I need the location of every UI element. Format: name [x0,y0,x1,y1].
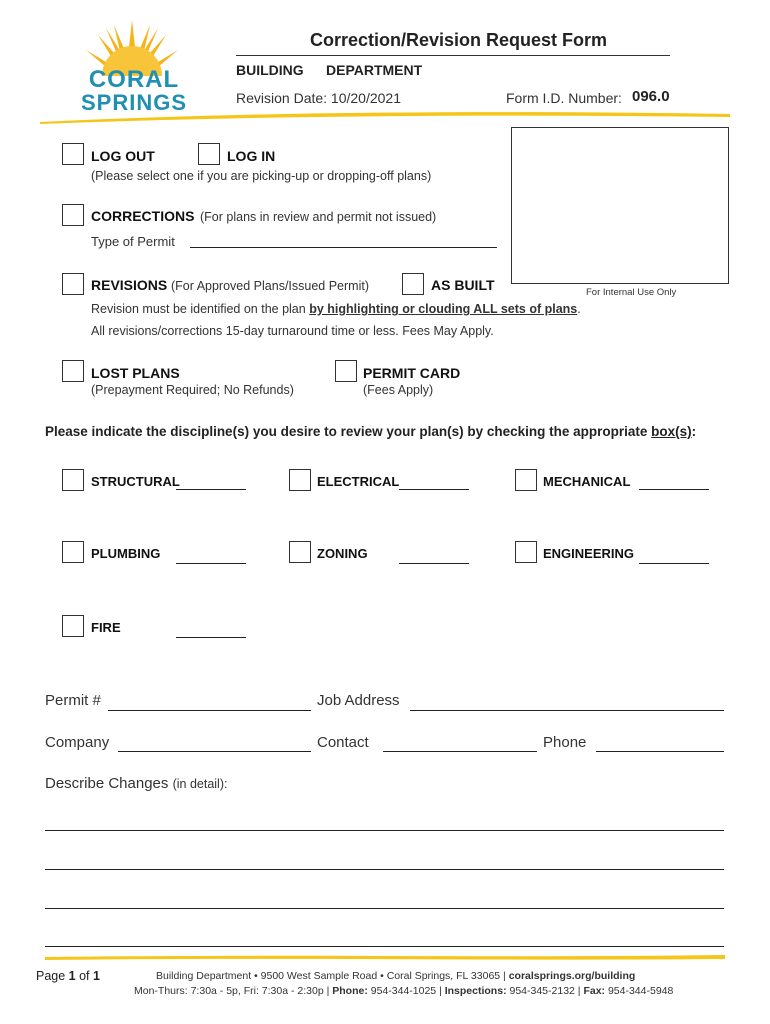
revision-identified-post: . [577,302,581,316]
company-input[interactable] [118,751,311,752]
permit-number-input[interactable] [108,710,311,711]
phone-input[interactable] [596,751,724,752]
internal-use-caption: For Internal Use Only [586,287,677,298]
page-indicator [36,969,100,983]
fire-checkbox[interactable] [62,615,84,637]
contact-input[interactable] [383,751,537,752]
electrical-line[interactable] [399,489,469,490]
company-label: Company [45,734,110,751]
describe-changes-label [45,775,227,792]
as-built-label: AS BUILT [431,277,495,293]
zoning-checkbox[interactable] [289,541,311,563]
footer-inspections-label: Inspections: [444,985,507,997]
revisions-checkbox[interactable] [62,273,84,295]
log-in-checkbox[interactable] [198,143,220,165]
page-pre: Page [36,969,69,983]
plumbing-line[interactable] [176,563,246,564]
department-building: BUILDING [236,62,304,78]
structural-checkbox[interactable] [62,469,84,491]
plumbing-checkbox[interactable] [62,541,84,563]
log-out-label: LOG OUT [91,148,155,164]
instruction-box: box(s) [651,424,692,439]
footer-phone-label: Phone: [332,985,368,997]
electrical-checkbox[interactable] [289,469,311,491]
discipline-instruction [45,424,696,439]
zoning-label: ZONING [317,546,368,561]
footer-address: Building Department • 9500 West Sample Road • Coral Springs, FL 33065 | [156,970,509,982]
footer-website: coralsprings.org/building [508,970,636,982]
permit-card-checkbox[interactable] [335,360,357,382]
permit-card-note: (Fees Apply) [363,383,434,397]
job-address-input[interactable] [410,710,724,711]
structural-label: STRUCTURAL [91,474,180,489]
revision-identified-pre: Revision must be identified on the plan [91,302,310,316]
footer-line-2 [134,985,673,997]
instruction-pre: Please indicate the discipline(s) you desire to review your plan(s) by checking the appropriate [45,424,652,439]
revision-identified-note [91,302,581,316]
electrical-label: ELECTRICAL [317,474,400,489]
mechanical-checkbox[interactable] [515,469,537,491]
lost-plans-note: (Prepayment Required; No Refunds) [91,383,294,397]
log-note: (Please select one if you are picking-up or dropping-off plans) [91,169,432,183]
form-id-value: 096.0 [632,88,670,105]
describe-line-3[interactable] [45,908,724,909]
as-built-checkbox[interactable] [402,273,424,295]
engineering-checkbox[interactable] [515,541,537,563]
log-out-checkbox[interactable] [62,143,84,165]
describe-line-1[interactable] [45,830,724,831]
structural-line[interactable] [176,489,246,490]
revision-date: Revision Date: 10/20/2021 [236,90,401,106]
describe-line-4[interactable] [45,946,724,947]
title-underline [236,55,670,56]
corrections-note: (For plans in review and permit not issued) [200,210,437,224]
footer-inspections: 954-345-2132 | [506,985,584,997]
coral-springs-logo [70,18,195,118]
page-num: 1 [68,969,76,983]
footer-fax-label: Fax: [583,985,606,997]
permit-number-label: Permit # [45,692,101,709]
phone-label: Phone [543,734,587,751]
department-label: DEPARTMENT [326,62,423,78]
revision-identified-bold: by highlighting or clouding ALL sets of plans [309,302,578,316]
footer-fax: 954-344-5948 [605,985,674,997]
describe-text: Describe Changes [45,775,169,792]
turnaround-note: All revisions/corrections 15-day turnaround time or less. Fees May Apply. [91,324,494,338]
page-total: 1 [93,969,100,983]
log-in-label: LOG IN [227,148,276,164]
header-swoosh [40,110,740,126]
logo-line2: SPRINGS [80,90,188,115]
fire-line[interactable] [176,637,246,638]
describe-line-2[interactable] [45,869,724,870]
type-of-permit-label: Type of Permit [91,234,175,249]
page-mid: of [75,969,93,983]
describe-note: (in detail): [172,777,228,791]
revisions-label: REVISIONS [91,277,168,293]
type-of-permit-input[interactable] [190,247,497,248]
internal-use-box [511,127,729,284]
contact-label: Contact [317,734,369,751]
permit-card-label: PERMIT CARD [363,365,461,381]
footer-phone: 954-344-1025 | [367,985,445,997]
job-address-label: Job Address [317,692,400,709]
plumbing-label: PLUMBING [91,546,161,561]
instruction-post: : [691,424,697,439]
logo-line1: CORAL [88,66,180,93]
corrections-checkbox[interactable] [62,204,84,226]
footer-divider [45,952,725,966]
footer-hours: Mon-Thurs: 7:30a - 5p, Fri: 7:30a - 2:30p | [134,985,333,997]
lost-plans-checkbox[interactable] [62,360,84,382]
lost-plans-label: LOST PLANS [91,365,180,381]
form-id-label: Form I.D. Number: [506,90,622,106]
fire-label: FIRE [91,620,121,635]
mechanical-line[interactable] [639,489,709,490]
revisions-note: (For Approved Plans/Issued Permit) [171,279,369,293]
engineering-line[interactable] [639,563,709,564]
zoning-line[interactable] [399,563,469,564]
mechanical-label: MECHANICAL [543,474,631,489]
engineering-label: ENGINEERING [543,546,635,561]
footer-line-1 [156,970,635,982]
form-title: Correction/Revision Request Form [310,30,608,50]
corrections-label: CORRECTIONS [91,208,195,224]
